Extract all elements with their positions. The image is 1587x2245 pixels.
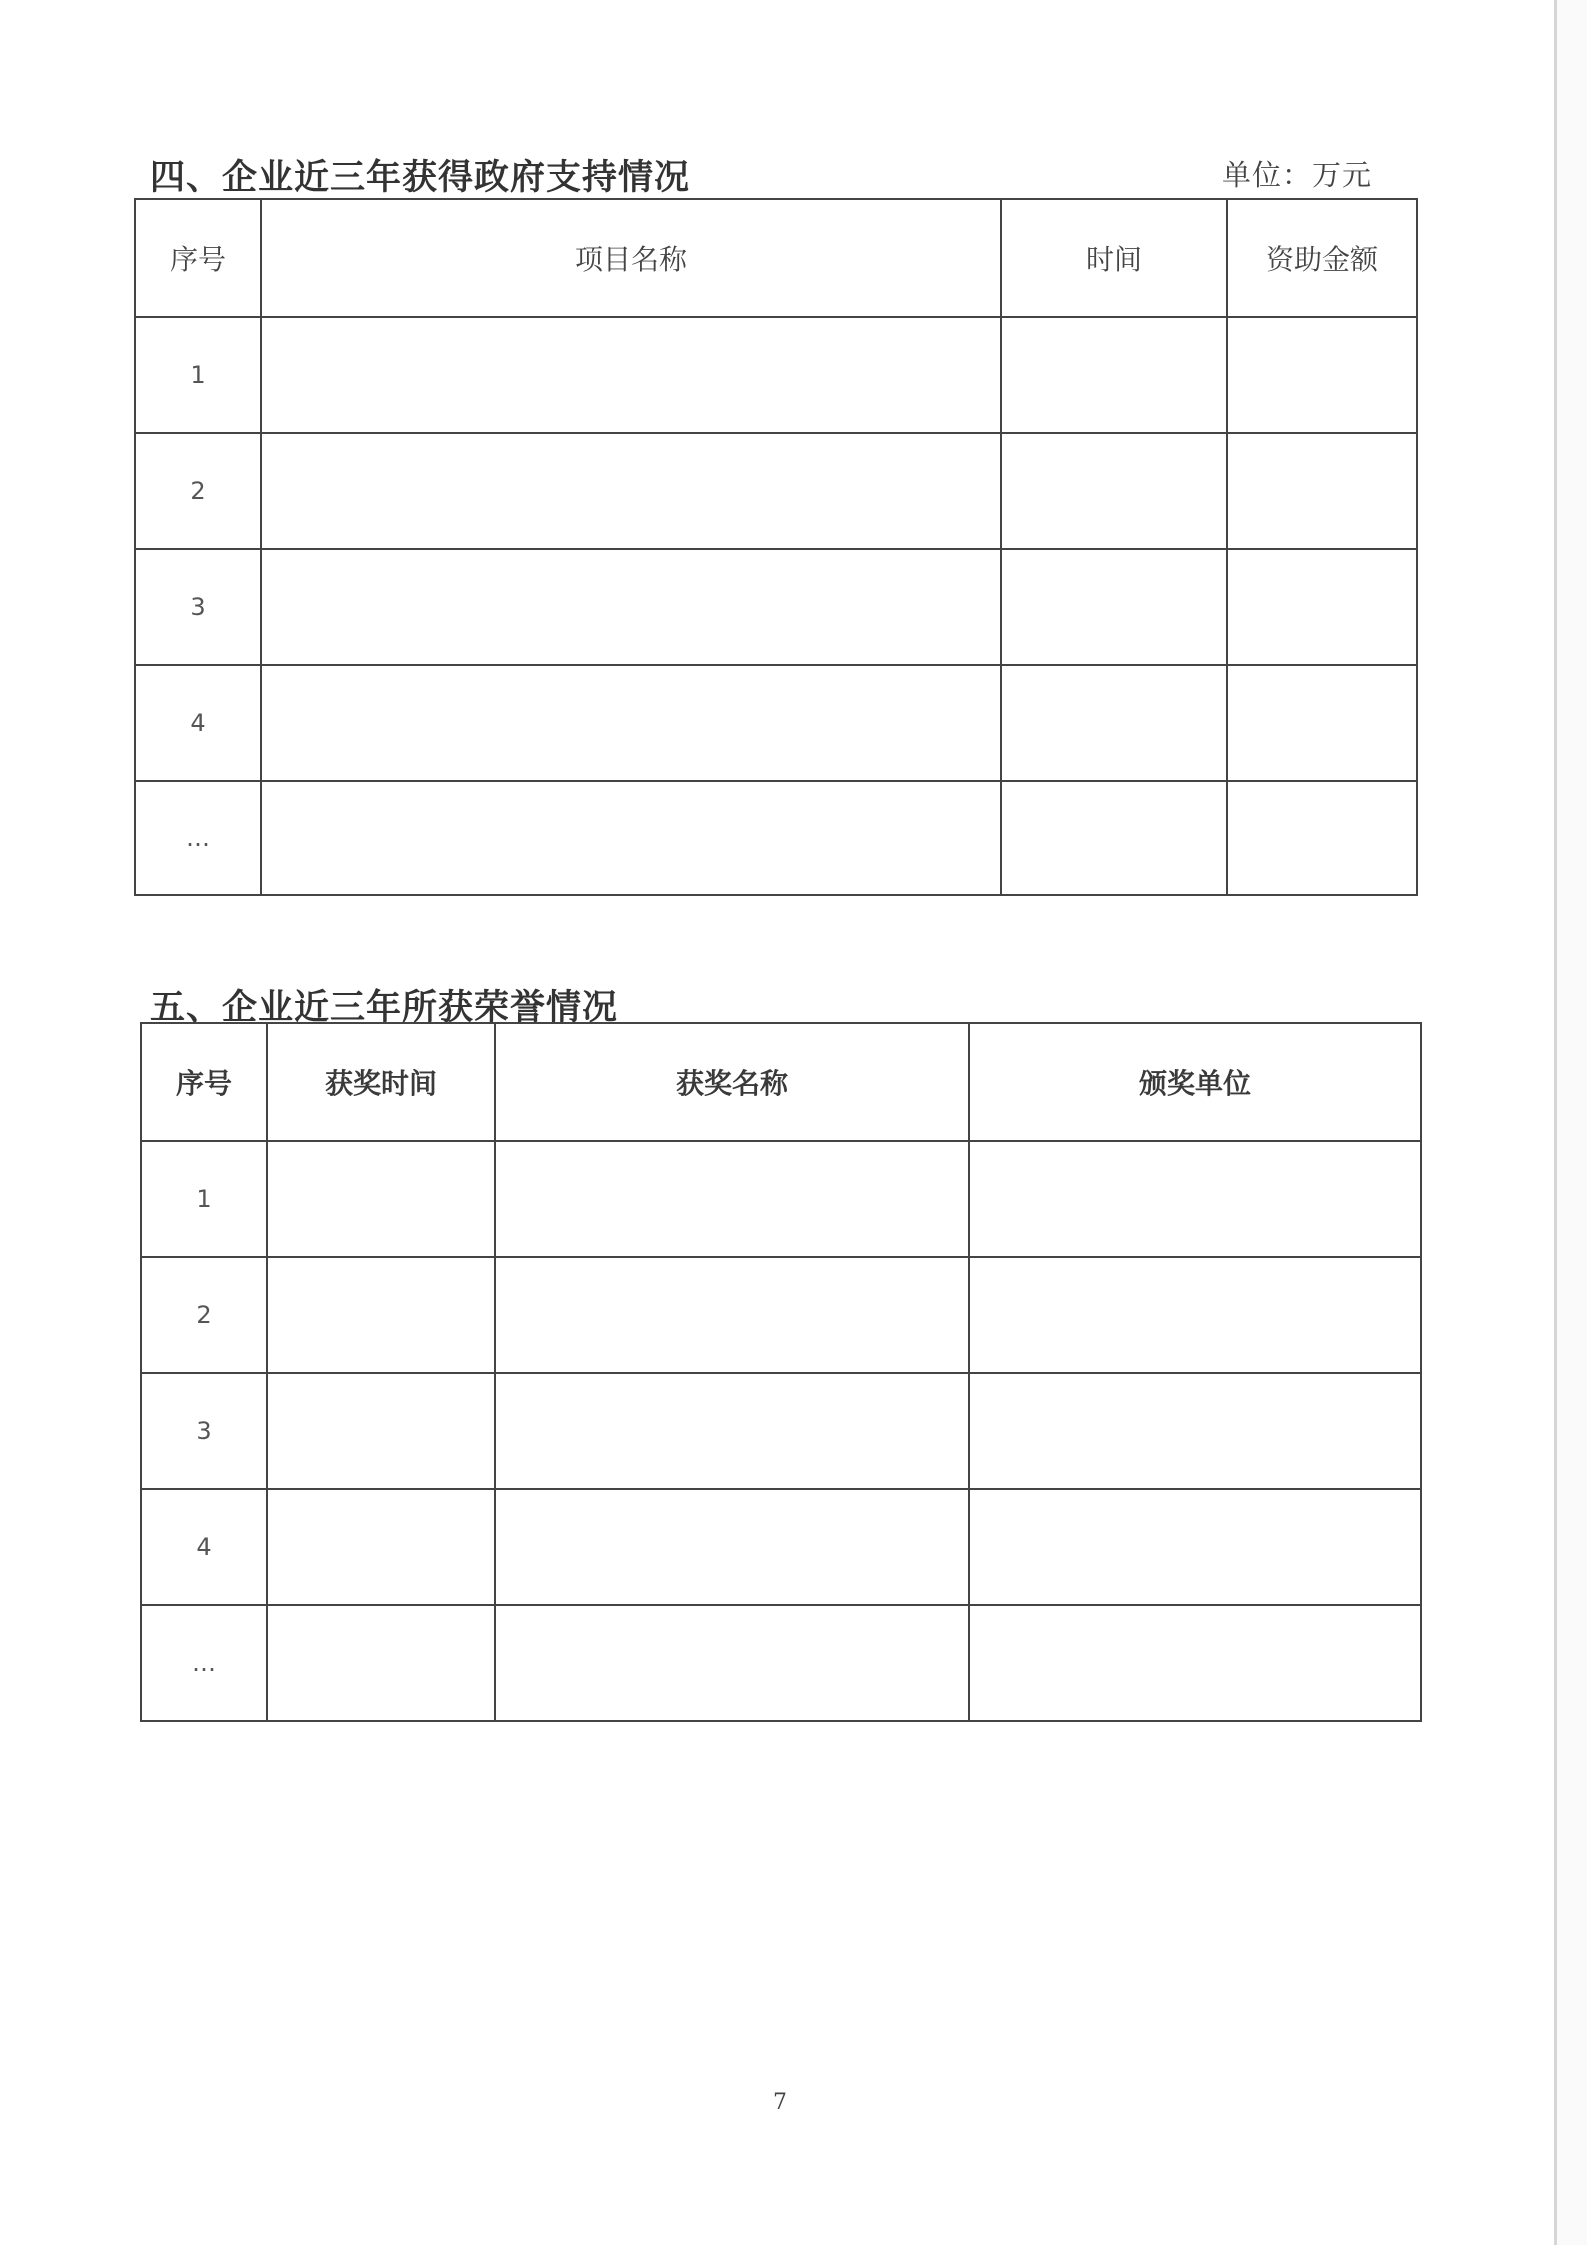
- table-row: [141, 1373, 1421, 1489]
- header-award-time: 获奖时间: [267, 1023, 495, 1141]
- award-name-cell[interactable]: [495, 1605, 969, 1721]
- header-seq: 序号: [141, 1023, 267, 1141]
- support-table: [134, 198, 1418, 896]
- time-cell[interactable]: [1001, 433, 1227, 549]
- table-row: [141, 1605, 1421, 1721]
- honor-section-title: 五、企业近三年所获荣誉情况: [150, 988, 619, 1028]
- row-seq: 1: [141, 1141, 267, 1257]
- table-row: [135, 781, 1417, 895]
- row-seq: 2: [135, 433, 261, 549]
- row-seq: 2: [141, 1257, 267, 1373]
- amount-cell[interactable]: [1227, 317, 1417, 433]
- unit-label: 单位：万元: [1222, 158, 1373, 192]
- award-time-cell[interactable]: [267, 1605, 495, 1721]
- award-time-cell[interactable]: [267, 1489, 495, 1605]
- amount-cell[interactable]: [1227, 433, 1417, 549]
- support-section-title: 四、企业近三年获得政府支持情况: [150, 158, 691, 198]
- time-cell[interactable]: [1001, 781, 1227, 895]
- award-issuer-cell[interactable]: [969, 1141, 1421, 1257]
- header-seq: 序号: [135, 199, 261, 317]
- scan-margin: [1557, 0, 1587, 2245]
- amount-cell[interactable]: [1227, 665, 1417, 781]
- header-project-name: 项目名称: [261, 199, 1001, 317]
- project-name-cell[interactable]: [261, 317, 1001, 433]
- amount-cell[interactable]: [1227, 549, 1417, 665]
- award-issuer-cell[interactable]: [969, 1257, 1421, 1373]
- table-row: [141, 1257, 1421, 1373]
- table-row: [141, 1489, 1421, 1605]
- amount-cell[interactable]: [1227, 781, 1417, 895]
- project-name-cell[interactable]: [261, 781, 1001, 895]
- time-cell[interactable]: [1001, 665, 1227, 781]
- header-award-issuer: 颁奖单位: [969, 1023, 1421, 1141]
- honor-table: [140, 1022, 1422, 1722]
- page-edge: [1554, 0, 1557, 2245]
- award-time-cell[interactable]: [267, 1373, 495, 1489]
- award-time-cell[interactable]: [267, 1257, 495, 1373]
- time-cell[interactable]: [1001, 549, 1227, 665]
- project-name-cell[interactable]: [261, 549, 1001, 665]
- table-row: [135, 549, 1417, 665]
- row-seq: …: [141, 1605, 267, 1721]
- honor-table-header: [141, 1023, 1421, 1141]
- award-name-cell[interactable]: [495, 1257, 969, 1373]
- table-row: [135, 665, 1417, 781]
- award-name-cell[interactable]: [495, 1141, 969, 1257]
- award-name-cell[interactable]: [495, 1489, 969, 1605]
- award-issuer-cell[interactable]: [969, 1373, 1421, 1489]
- row-seq: 1: [135, 317, 261, 433]
- row-seq: 4: [135, 665, 261, 781]
- award-name-cell[interactable]: [495, 1373, 969, 1489]
- row-seq: 3: [141, 1373, 267, 1489]
- award-issuer-cell[interactable]: [969, 1489, 1421, 1605]
- time-cell[interactable]: [1001, 317, 1227, 433]
- table-row: [135, 317, 1417, 433]
- row-seq: 3: [135, 549, 261, 665]
- header-time: 时间: [1001, 199, 1227, 317]
- row-seq: …: [135, 781, 261, 895]
- table-row: [141, 1141, 1421, 1257]
- project-name-cell[interactable]: [261, 433, 1001, 549]
- row-seq: 4: [141, 1489, 267, 1605]
- award-issuer-cell[interactable]: [969, 1605, 1421, 1721]
- header-award-name: 获奖名称: [495, 1023, 969, 1141]
- header-amount: 资助金额: [1227, 199, 1417, 317]
- support-table-header: [135, 199, 1417, 317]
- page-number: 7: [773, 2090, 787, 2115]
- table-row: [135, 433, 1417, 549]
- award-time-cell[interactable]: [267, 1141, 495, 1257]
- project-name-cell[interactable]: [261, 665, 1001, 781]
